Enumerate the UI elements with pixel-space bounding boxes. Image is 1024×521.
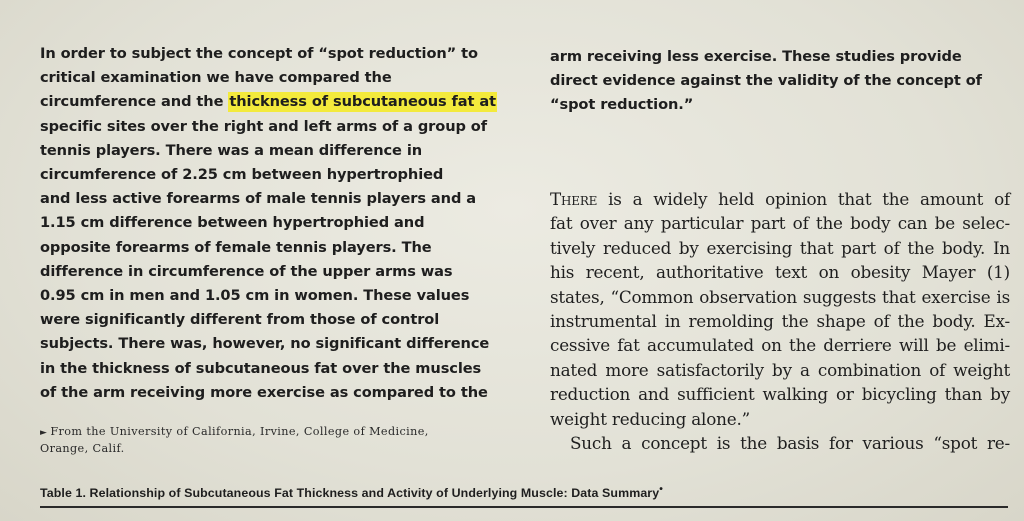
table-rule <box>40 506 1008 508</box>
abstract-line: specific sites over the right and left arms of a group of <box>40 117 487 135</box>
body-line: fat over any particular part of the body can be selec- <box>550 213 1010 234</box>
footnote-marker: ► <box>40 428 48 438</box>
footnote-line <box>40 424 510 441</box>
abstract-line: In order to subject the concept of “spot reduction” to <box>40 45 478 62</box>
abstract-line: “spot reduction.” <box>550 96 694 114</box>
table-caption <box>40 484 663 500</box>
abstract-line: critical examination we have compared the <box>40 69 392 87</box>
highlighted-text: thickness of subcutaneous fat at <box>229 93 497 111</box>
body-line: cessive fat accumulated on the derriere will be elimi- <box>550 335 1010 356</box>
table-caption-marker: • <box>659 484 663 495</box>
body-line: nated more satisfactorily by a combination of weight <box>550 359 1010 380</box>
abstract-line: in the thickness of subcutaneous fat over the muscles <box>40 359 482 377</box>
abstract-line: of the arm receiving more exercise as compared to the <box>40 383 488 401</box>
table-caption-text: Table 1. Relationship of Subcutaneous Fat Thickness and Activity of Underlying Muscle: Data Summary <box>40 486 660 501</box>
body-line: tively reduced by exercising that part of the body. In <box>550 237 1010 258</box>
abstract-line: difference in circumference of the upper arms was <box>40 262 453 280</box>
body-line: reduction and sufficient walking or bicycling than by <box>550 384 1010 405</box>
abstract-column-left <box>40 42 510 405</box>
abstract-line-start: circumference and the <box>40 93 229 111</box>
drop-cap: T <box>550 189 561 209</box>
body-line: states, “Common observation suggests that exercise is <box>550 286 1010 307</box>
abstract-line: direct evidence against the validity of the concept of <box>550 72 982 90</box>
affiliation-footnote <box>40 424 510 456</box>
abstract-line: subjects. There was, however, no significant difference <box>40 335 490 353</box>
body-line <box>550 187 1010 211</box>
body-line: weight reducing alone.” <box>550 408 750 429</box>
body-line-rest: is a widely held opinion that the amount of <box>597 189 1010 209</box>
abstract-line: circumference of 2.25 cm between hypertrophied <box>40 166 444 184</box>
abstract-line: opposite forearms of female tennis players. The <box>40 238 432 256</box>
abstract-continued <box>550 45 1000 118</box>
body-line: his recent, authoritative text on obesity Mayer (1) <box>550 262 1010 283</box>
footnote-text: From the University of California, Irvine, College of Medicine, <box>50 425 429 438</box>
abstract-column-right <box>550 45 1000 118</box>
abstract-text <box>40 42 510 405</box>
body-line: instrumental in remolding the shape of the body. Ex- <box>550 311 1010 332</box>
abstract-line: 0.95 cm in men and 1.05 cm in women. These values <box>40 287 470 305</box>
abstract-line: tennis players. There was a mean difference in <box>40 141 423 159</box>
body-line: Such a concept is the basis for various “spot re- <box>570 433 1010 454</box>
abstract-line <box>40 90 510 114</box>
abstract-line: and less active forearms of male tennis players and a <box>40 190 477 208</box>
footnote-line: Orange, Calif. <box>40 442 125 455</box>
abstract-line: arm receiving less exercise. These studies provide <box>550 48 962 65</box>
smallcaps-word: here <box>561 189 598 209</box>
abstract-line: were significantly different from those of control <box>40 311 440 329</box>
abstract-line: 1.15 cm difference between hypertrophied and <box>40 214 425 232</box>
body-text <box>550 187 1010 455</box>
